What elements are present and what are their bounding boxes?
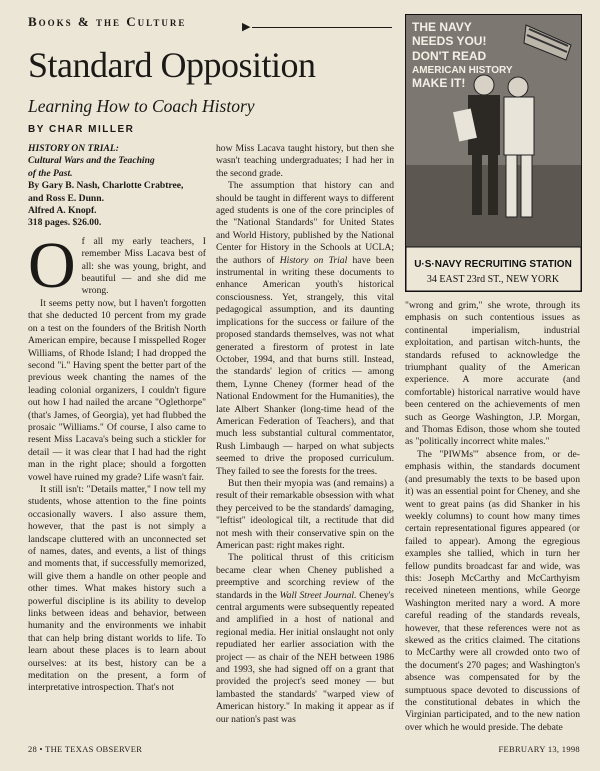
paragraph: It still isn't: "Details matter," I now tell my students, whose attention to the fine points occasionally wavers. I also assure them, however, that the past is not simply a landscape cluttered with an unconnected set of names, dates, and events, a list of things and moments that, if successfully memorized, will give them a handle on other people and other times. What makes history such a powerful discipline is its ability to develop links between ideas and behavior, between humanity and the environments we inhabit that can help bring distant worlds to life. To learn about these places is to learn about ourselves: at its best, history can be a meditation on the present, a form of interpretative introspection. That's not: [28, 483, 206, 694]
paragraph: "wrong and grim," she wrote, through its emphasis on such contentious issues as continental imperialism, industrial exploitation, and partisan witch-hunts, the standards refused to acknowledge the triumphant quality of the American experience. A more accurate (and comfortable) historical narrative would have been centered on the achievements of men such as George Washington, J.P. Morgan, and Thomas Edison, those whom she touted as "politically incorrect white males.": [405, 300, 580, 448]
paragraph: But then their myopia was (and remains) a result of their remarkable obsession with what they perceived to be the standards' damaging, "leftist" ideological tilt, a rectitude that did not mesh with their conservative spin on the American past: right makes right.: [216, 477, 394, 551]
opening-paragraph: [28, 228, 206, 302]
text-run: Cheney's central arguments were subsequently repeated and amplified in a host of national and regional media. Her initial onslaught not only repudiated her earlier association with the project — as chair of the NEH between 1986 and 1993, she had signed off on a grant that provided the project's seed money — but lambasted the standards' "warped view of American history." In making it appear as if our nation's past was: [216, 589, 394, 725]
paragraph: [216, 552, 394, 726]
footer-folio: 28 • THE TEXAS OBSERVER: [28, 744, 143, 754]
book-authors: By Gary B. Nash, Charlotte Crabtree,: [28, 180, 184, 192]
poster-text: AMERICAN HISTORY: [412, 65, 513, 76]
drop-cap: O: [28, 228, 76, 302]
book-info: [28, 143, 206, 230]
deck: Learning How to Coach History: [28, 96, 255, 116]
section-arrow-icon: ▶: [242, 21, 251, 33]
byline: BY CHAR MILLER: [28, 124, 135, 135]
paragraph: f all my early teachers, I remember Miss Lacava best of all: she was young, bright, and beautiful — and she did me wrong.: [81, 235, 206, 297]
book-authors: and Ross E. Dunn.: [28, 192, 104, 204]
book-title-line: HISTORY ON TRIAL:: [28, 143, 119, 154]
publication-ref: Wall Street Journal.: [279, 589, 357, 601]
poster-text: MAKE IT!: [412, 76, 466, 90]
navy-poster-illustration: [405, 14, 582, 292]
column-3: [405, 300, 580, 734]
book-publisher: Alfred A. Knopf.: [28, 205, 97, 217]
poster-text: DON'T READ: [412, 49, 487, 63]
poster-text: U·S·NAVY RECRUITING STATION: [414, 259, 572, 270]
poster-text: THE NAVY: [412, 20, 472, 34]
column-2: [216, 143, 394, 726]
paragraph: how Miss Lacava taught history, but then she wasn't teaching undergraduates; I had her in the second grade.: [216, 143, 394, 179]
book-title-line: Cultural Wars and the Teaching: [28, 155, 155, 167]
poster-text: 34 EAST 23rd ST., NEW YORK: [426, 274, 560, 285]
section-rule: [252, 27, 392, 28]
column-1: [28, 143, 206, 695]
text-run: The assumption that history can and should be taught in different ways to different aged students is one of the core principles of the "National Standards" for United States and World History, published by the National Center for History in the Schools at UCLA; the authors of: [216, 180, 394, 266]
poster-text: NEEDS YOU!: [412, 34, 487, 48]
headline: Standard Opposition: [28, 45, 316, 85]
text-run: have been instrumental in writing these documents to enhance American youth's historical consciousness. Yet, strangely, this vital pedagogical assumption, and its daunting implications for the success or failure of the proposed standards themselves, was not what generated a firestorm of protest in late October, 1994, and that burns still. Instead, the standards' legion of critics — among them, Lynne Cheney (former head of the National Endowment for the Humanities), the late Albert Shanker (long-time head of the American Federation of Teachers), and that much less substantial cultural commentator, Rush Limbaugh — harped on what subjects seemed to drive the proposed curriculum. They failed to see the forests for the trees.: [216, 254, 394, 477]
footer-date: FEBRUARY 13, 1998: [498, 744, 580, 754]
section-heading: Books & the Culture: [28, 14, 187, 29]
poster-graphic: [406, 15, 581, 291]
text-run: The political thrust of this criticism became clear when Cheney published a preemptive and scorching review of the standards in the: [216, 552, 394, 601]
book-title-line: of the Past.: [28, 167, 73, 179]
paragraph: The "PIWMs'" absence from, or de-emphasis within, the standards document (and presumably the texts to be based upon it) was an essential point for Cheney, and she went to great pains (as did Shanker in his weekly columns) to count how many times certain representational figures appeared (or failed to appear). Among the egregious examples she tallied, which in turn her fellow pundits broadcast far and wide, was this: Joseph McCarthy and McCarthyism received nineteen mentions, while George Washington merited nary a word. A more careful reading of the standards reveals, however, that these references were not as skewed as the critics claimed. The citations to McCarthy were all crowded onto two of the document's 270 pages; and Washington's absence was compensated for by the sumptuous space devoted to discussions of the constitutional debates in which the Virginian participated, and to the new nation over which he would preside. The debate: [405, 448, 580, 733]
paragraph: [216, 180, 394, 478]
book-price: 318 pages. $26.00.: [28, 217, 102, 229]
book-title-ref: History on Trial: [279, 254, 348, 266]
paragraph: It seems petty now, but I haven't forgotten that she deducted 10 percent from my grade on a test on the founders of the British North American empire, because I misspelled Roger Williams, of Rhode Island; I had dropped the second "i." Having spent the better part of the previous week chanting the names of the leading colonial organizers, I couldn't figure out how I had nailed the arcane "Oglethorpe" (that's James, of Georgia), yet had flubbed the prosaic "Williams." Of course, I also came to resent Miss Lacava's being such a stickler for detail — it was clear that I had had the right man in the right place; should a forgotten vowel have ruined my grade? Life wasn't fair.: [28, 297, 206, 483]
